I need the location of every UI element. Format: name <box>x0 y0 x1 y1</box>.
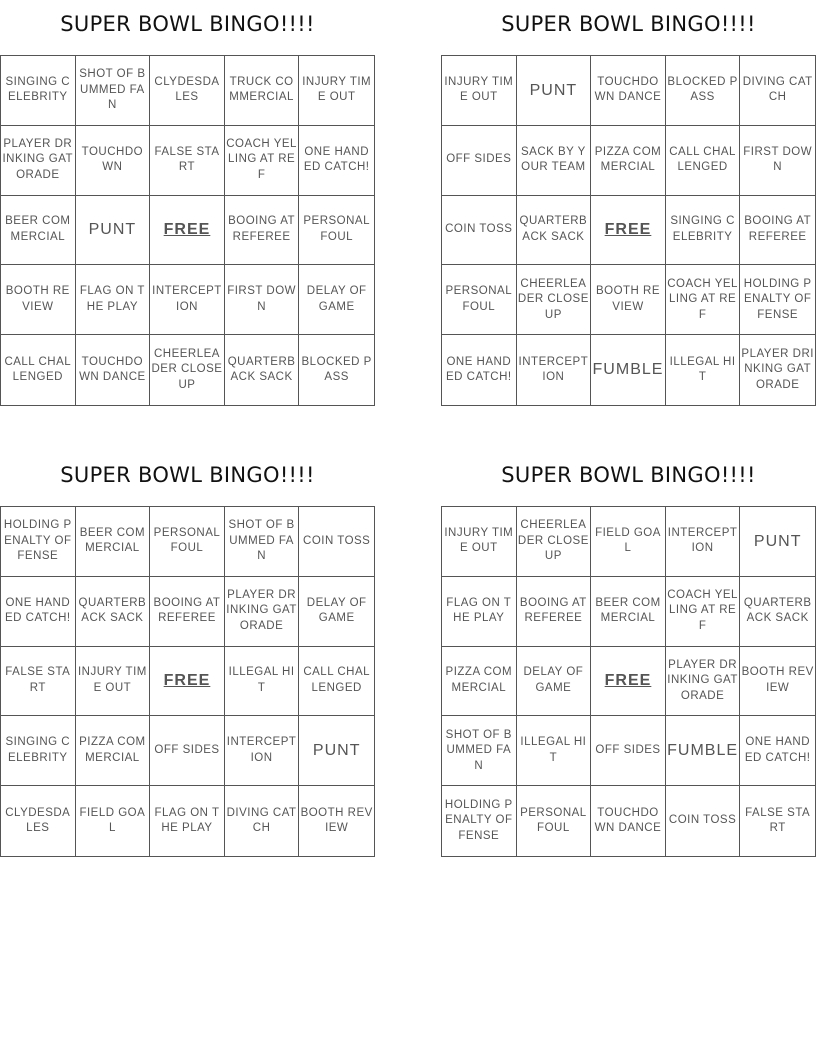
bingo-cell: OFF SIDES <box>591 716 666 786</box>
bingo-cell: BEER COMMERCIAL <box>1 196 76 266</box>
bingo-cell: DELAY OF GAME <box>299 265 374 335</box>
bingo-cell: COACH YELLING AT REF <box>666 265 741 335</box>
bingo-cell: CALL CHALLENGED <box>1 335 76 405</box>
card-title: SUPER BOWL BINGO!!!! <box>60 12 315 36</box>
bingo-cell: HOLDING PENALTY OFFENSE <box>740 265 815 335</box>
bingo-cell: HOLDING PENALTY OFFENSE <box>1 507 76 577</box>
bingo-grid <box>0 506 375 857</box>
bingo-cell: FIRST DOWN <box>740 126 815 196</box>
bingo-cell: DELAY OF GAME <box>517 647 592 717</box>
bingo-cell: FALSE START <box>745 806 811 835</box>
bingo-cell: BOOTH REVIEW <box>1 265 76 335</box>
card-title: SUPER BOWL BINGO!!!! <box>501 463 756 487</box>
bingo-cell: SINGING CELEBRITY <box>1 56 76 126</box>
bingo-cell: CHEERLEADER CLOSEUP <box>150 335 225 405</box>
bingo-cell: SHOT OF BUMMED FAN <box>225 507 300 577</box>
bingo-cell: INJURY TIME OUT <box>442 507 517 577</box>
bingo-cell: COIN TOSS <box>666 786 741 856</box>
bingo-cell: OFF SIDES <box>150 716 225 786</box>
bingo-cell: TOUCHDOWN DANCE <box>591 56 666 126</box>
bingo-cell: TOUCHDOWN DANCE <box>591 786 666 856</box>
bingo-cell: DELAY OF GAME <box>299 577 374 647</box>
bingo-cell: ONE HANDED CATCH! <box>740 716 815 786</box>
bingo-cell: INTERCEPTION <box>517 335 592 405</box>
bingo-cell: INTERCEPTION <box>666 507 741 577</box>
bingo-cell: PIZZA COMMERCIAL <box>442 647 517 717</box>
bingo-cell: FIELD GOAL <box>76 786 151 856</box>
bingo-cell: TOUCHDOWN <box>76 126 151 196</box>
bingo-cell: ONE HANDED CATCH! <box>1 577 76 647</box>
bingo-cell: BOOING AT REFEREE <box>517 577 592 647</box>
bingo-cell: PIZZA COMMERCIAL <box>591 126 666 196</box>
bingo-cell: COACH YELLING AT REF <box>666 577 741 647</box>
bingo-cell: INTERCEPTION <box>225 716 300 786</box>
bingo-cell: FIELD GOAL <box>591 507 666 577</box>
bingo-cell: PLAYER DRINKING GATORADE <box>666 647 741 717</box>
bingo-cell: CLYDESDALES <box>150 56 225 126</box>
card-title: SUPER BOWL BINGO!!!! <box>60 463 315 487</box>
free-space: FREE <box>591 196 666 266</box>
bingo-cell: PUNT <box>740 507 815 577</box>
bingo-cell: SHOT OF BUMMED FAN <box>76 56 151 126</box>
bingo-cell: ILLEGAL HIT <box>225 647 300 717</box>
bingo-cell: PUNT <box>299 716 374 786</box>
bingo-grid <box>441 506 816 857</box>
bingo-cell: COIN TOSS <box>299 507 374 577</box>
bingo-cell: BEER COMMERCIAL <box>591 577 666 647</box>
bingo-cell: INJURY TIME OUT <box>76 647 151 717</box>
bingo-cell: COIN TOSS <box>442 196 517 266</box>
bingo-cell: BOOTH REVIEW <box>591 265 666 335</box>
bingo-cell: QUARTERBACK SACK <box>76 577 151 647</box>
bingo-cell: SINGING CELEBRITY <box>666 196 741 266</box>
bingo-cell: CALL CHALLENGED <box>299 647 374 717</box>
bingo-cell: SHOT OF BUMMED FAN <box>442 716 517 786</box>
bingo-cell: BEER COMMERCIAL <box>76 507 151 577</box>
bingo-cell: BOOING AT REFEREE <box>225 196 300 266</box>
bingo-cell: PLAYER DRINKING GATORADE <box>225 577 300 647</box>
bingo-cell: OFF SIDES <box>442 126 517 196</box>
bingo-cell: BLOCKED PASS <box>666 56 741 126</box>
bingo-cell: FUMBLE <box>666 716 741 786</box>
bingo-cell: QUARTERBACK SACK <box>517 196 592 266</box>
bingo-cell: CHEERLEADER CLOSEUP <box>517 507 592 577</box>
bingo-cell: QUARTERBACK SACK <box>740 577 815 647</box>
bingo-cell: BOOING AT REFEREE <box>150 577 225 647</box>
bingo-cell: BOOTH REVIEW <box>300 806 373 835</box>
bingo-cell: FUMBLE <box>591 335 666 405</box>
bingo-cell: PERSONAL FOUL <box>150 507 225 577</box>
bingo-cell: PERSONAL FOUL <box>442 265 517 335</box>
free-space: FREE <box>591 647 666 717</box>
bingo-cell: PUNT <box>517 56 592 126</box>
bingo-cell: SACK BY YOUR TEAM <box>517 126 592 196</box>
bingo-cell: QUARTERBACK SACK <box>225 335 300 405</box>
bingo-cell: PLAYER DRINKING GATORADE <box>1 126 76 196</box>
bingo-cell: PERSONAL FOUL <box>517 786 592 856</box>
bingo-cell: TRUCK COMMERCIAL <box>225 56 300 126</box>
bingo-cell: INTERCEPTION <box>150 265 225 335</box>
bingo-cell: PIZZA COMMERCIAL <box>76 716 151 786</box>
bingo-cell: FALSE START <box>1 647 76 717</box>
bingo-cell: BLOCKED PASS <box>301 355 372 384</box>
bingo-cell: TOUCHDOWN DANCE <box>76 335 151 405</box>
bingo-cell: PLAYER DRINKING GATORADE <box>741 347 814 391</box>
free-space: FREE <box>150 647 225 717</box>
bingo-cell: CALL CHALLENGED <box>666 126 741 196</box>
bingo-cell: DIVING CATCH <box>740 56 815 126</box>
bingo-cell: ILLEGAL HIT <box>517 716 592 786</box>
bingo-cell: COACH YELLING AT REF <box>225 126 300 196</box>
bingo-cell: INJURY TIME OUT <box>442 56 517 126</box>
bingo-cell: BOOING AT REFEREE <box>740 196 815 266</box>
bingo-cell: ONE HANDED CATCH! <box>299 126 374 196</box>
bingo-cell: CLYDESDALES <box>1 786 76 856</box>
bingo-cell: FLAG ON THE PLAY <box>76 265 151 335</box>
bingo-cell: INJURY TIME OUT <box>299 56 374 126</box>
bingo-cell: FIRST DOWN <box>225 265 300 335</box>
bingo-cell: SINGING CELEBRITY <box>1 716 76 786</box>
bingo-cell: CHEERLEADER CLOSEUP <box>517 265 592 335</box>
bingo-cell: BOOTH REVIEW <box>740 647 815 717</box>
bingo-cell: ILLEGAL HIT <box>666 335 741 405</box>
free-space: FREE <box>150 196 225 266</box>
bingo-cell: ONE HANDED CATCH! <box>442 335 517 405</box>
bingo-cell: FLAG ON THE PLAY <box>442 577 517 647</box>
bingo-cell: PERSONAL FOUL <box>299 196 374 266</box>
bingo-cell: PUNT <box>76 196 151 266</box>
bingo-cell: DIVING CATCH <box>225 786 300 856</box>
bingo-grid <box>0 55 375 406</box>
bingo-cell: FALSE START <box>150 126 225 196</box>
bingo-cell: HOLDING PENALTY OFFENSE <box>442 786 517 856</box>
bingo-cell: FLAG ON THE PLAY <box>150 786 225 856</box>
card-title: SUPER BOWL BINGO!!!! <box>501 12 756 36</box>
bingo-grid <box>441 55 816 406</box>
